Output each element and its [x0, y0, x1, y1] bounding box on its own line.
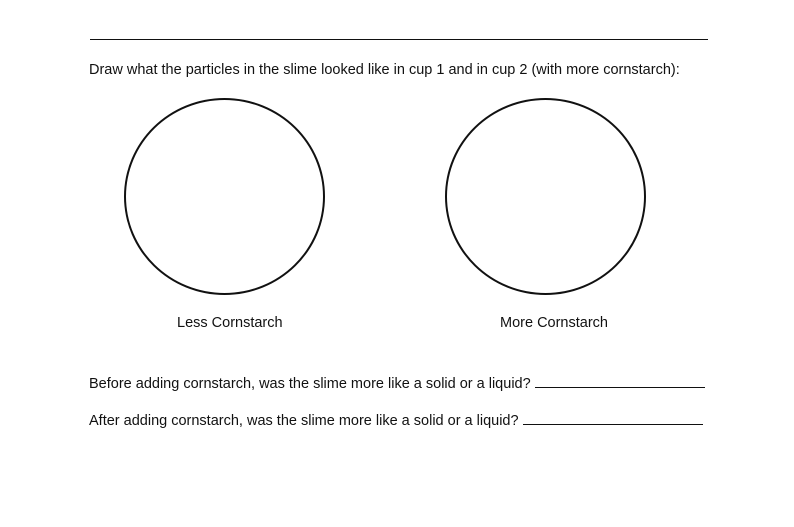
caption-less-cornstarch: Less Cornstarch [177, 315, 283, 331]
drawing-circle-more-cornstarch[interactable] [445, 98, 646, 295]
drawing-circle-less-cornstarch[interactable] [124, 98, 325, 295]
question-after-cornstarch [89, 410, 703, 429]
draw-prompt: Draw what the particles in the slime looked like in cup 1 and in cup 2 (with more cornstarch): [89, 62, 680, 78]
question-before-cornstarch [89, 373, 705, 392]
answer-rule-top [90, 39, 708, 40]
answer-blank-after[interactable] [523, 410, 703, 425]
caption-more-cornstarch: More Cornstarch [500, 315, 608, 331]
answer-blank-before[interactable] [535, 373, 705, 388]
question-text: Before adding cornstarch, was the slime more like a solid or a liquid? [89, 376, 531, 392]
question-text: After adding cornstarch, was the slime more like a solid or a liquid? [89, 413, 519, 429]
